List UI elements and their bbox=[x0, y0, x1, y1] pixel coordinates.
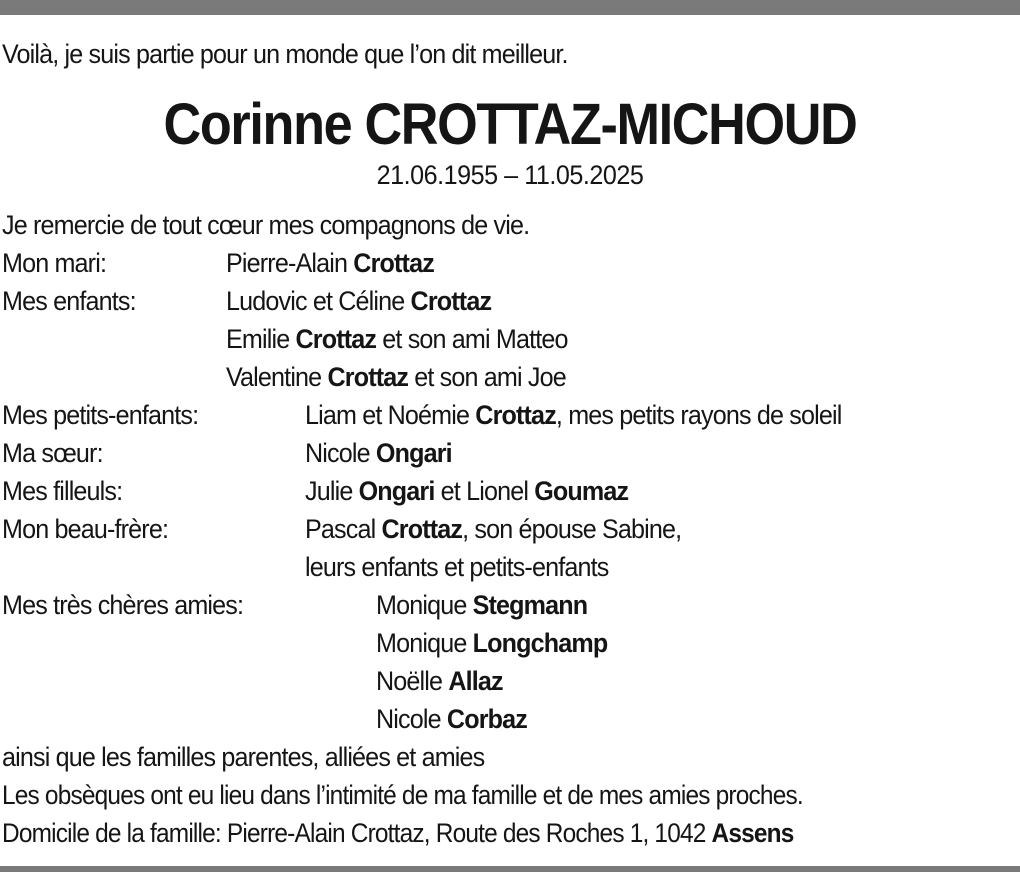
family-member: Ludovic et Céline Crottaz bbox=[226, 286, 492, 316]
family-row-friends bbox=[0, 587, 1020, 623]
family-row-children-2 bbox=[0, 321, 1020, 357]
family-row-husband bbox=[0, 245, 1020, 281]
family-row-children bbox=[0, 283, 1020, 319]
family-member: Nicole Ongari bbox=[305, 438, 452, 468]
family-member: Julie Ongari et Lionel Goumaz bbox=[305, 476, 629, 506]
thanks-text: Je remercie de tout cœur mes compagnons de vie. bbox=[2, 210, 530, 240]
family-row-friends-3 bbox=[0, 663, 1020, 699]
family-row-sister bbox=[0, 435, 1020, 471]
family-label: Mes petits-enfants: bbox=[2, 400, 199, 430]
closing-families: ainsi que les familles parentes, alliées et amies bbox=[2, 742, 485, 772]
family-member: Pierre-Alain Crottaz bbox=[226, 248, 434, 278]
family-row-children-3 bbox=[0, 359, 1020, 395]
top-border bbox=[0, 0, 1020, 15]
friend-item: Monique Stegmann bbox=[376, 590, 588, 620]
domicile-city: Assens bbox=[711, 818, 794, 848]
family-row-brother-in-law bbox=[0, 511, 1020, 547]
deceased-name: Corinne CROTTAZ-MICHOUD bbox=[163, 92, 857, 157]
family-row-grandchildren bbox=[0, 397, 1020, 433]
family-label: Mes très chères amies: bbox=[2, 590, 244, 620]
family-row-brother-in-law-2 bbox=[0, 549, 1020, 585]
family-member: leurs enfants et petits-enfants bbox=[305, 552, 609, 582]
life-dates: 21.06.1955 – 11.05.2025 bbox=[376, 160, 644, 190]
family-member: Emilie Crottaz et son ami Matteo bbox=[226, 324, 568, 354]
family-label: Mes enfants: bbox=[2, 286, 136, 316]
family-row-friends-4 bbox=[0, 701, 1020, 737]
family-label: Mes filleuls: bbox=[2, 476, 123, 506]
closing-domicile: Domicile de la famille: Pierre-Alain Crottaz, Route des Roches 1, 1042 Assens bbox=[2, 818, 794, 848]
intro-text: Voilà, je suis partie pour un monde que l’on dit meilleur. bbox=[2, 39, 568, 69]
family-row-friends-2 bbox=[0, 625, 1020, 661]
family-label: Mon mari: bbox=[2, 248, 107, 278]
friend-item: Noëlle Allaz bbox=[376, 666, 503, 696]
family-member: Liam et Noémie Crottaz, mes petits rayons de soleil bbox=[305, 400, 842, 430]
closing-funeral: Les obsèques ont eu lieu dans l’intimité de ma famille et de mes amies proches. bbox=[2, 780, 803, 810]
family-row-godchildren bbox=[0, 473, 1020, 509]
family-member: Pascal Crottaz, son épouse Sabine, bbox=[305, 514, 682, 544]
family-label: Mon beau-frère: bbox=[2, 514, 169, 544]
friend-item: Monique Longchamp bbox=[376, 628, 608, 658]
friend-item: Nicole Corbaz bbox=[376, 704, 527, 734]
family-member: Valentine Crottaz et son ami Joe bbox=[226, 362, 566, 392]
family-label: Ma sœur: bbox=[2, 438, 103, 468]
bottom-border bbox=[0, 866, 1020, 872]
